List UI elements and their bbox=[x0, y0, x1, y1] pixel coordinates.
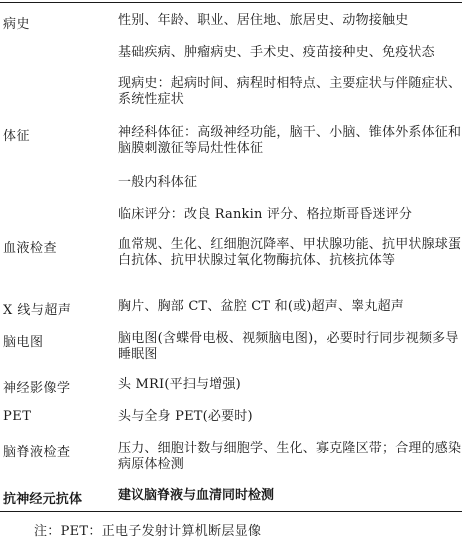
row-label-pet: PET bbox=[3, 409, 32, 424]
table-bottom-rule bbox=[0, 511, 462, 512]
csf-item: 压力、细胞计数与细胞学、生化、寡克隆区带；合理的感染病原体检测 bbox=[118, 441, 462, 472]
row-label-blood-tests: 血液检查 bbox=[3, 241, 58, 256]
xray-ultrasound-item: 胸片、胸部 CT、盆腔 CT 和(或)超声、睾丸超声 bbox=[118, 299, 404, 314]
table-footnote: 注：PET：正电子发射计算机断层显像 bbox=[34, 524, 262, 539]
eeg-item: 脑电图(含蝶骨电极、视频脑电图)，必要时行同步视频多导睡眠图 bbox=[118, 331, 459, 362]
row-label-neuroimaging: 神经影像学 bbox=[3, 381, 71, 396]
signs-item-clinical-scores: 临床评分：改良 Rankin 评分、格拉斯哥昏迷评分 bbox=[118, 207, 413, 222]
row-label-antineuronal-antibodies: 抗神经元抗体 bbox=[3, 492, 83, 507]
blood-tests-item: 血常规、生化、红细胞沉降率、甲状腺功能、抗甲状腺球蛋白抗体、抗甲状腺过氧化物酶抗体、抗核抗体等 bbox=[118, 237, 462, 268]
neuroimaging-item: 头 MRI(平扫与增强) bbox=[118, 377, 241, 392]
pet-item: 头与全身 PET(必要时) bbox=[118, 409, 253, 424]
signs-item-general: 一般内科体征 bbox=[118, 175, 198, 190]
history-item-present-illness: 现病史：起病时间、病程时相特点、主要症状与伴随症状、系统性症状 bbox=[118, 76, 462, 107]
row-label-history: 病史 bbox=[3, 17, 31, 32]
antineuronal-antibodies-item: 建议脑脊液与血清同时检测 bbox=[118, 488, 275, 503]
row-label-xray-ultrasound: X 线与超声 bbox=[3, 303, 72, 318]
history-item-background: 基础疾病、肿瘤病史、手术史、疫苗接种史、免疫状态 bbox=[118, 45, 435, 60]
signs-item-neurological: 神经科体征：高级神经功能，脑干、小脑、锥体外系体征和脑膜刺激征等局灶性体征 bbox=[118, 125, 462, 156]
row-label-eeg: 脑电图 bbox=[3, 335, 44, 350]
row-label-signs: 体征 bbox=[3, 129, 31, 144]
history-item-demographics: 性别、年龄、职业、居住地、旅居史、动物接触史 bbox=[118, 13, 409, 28]
table-top-rule bbox=[0, 2, 462, 3]
row-label-csf: 脑脊液检查 bbox=[3, 445, 71, 460]
